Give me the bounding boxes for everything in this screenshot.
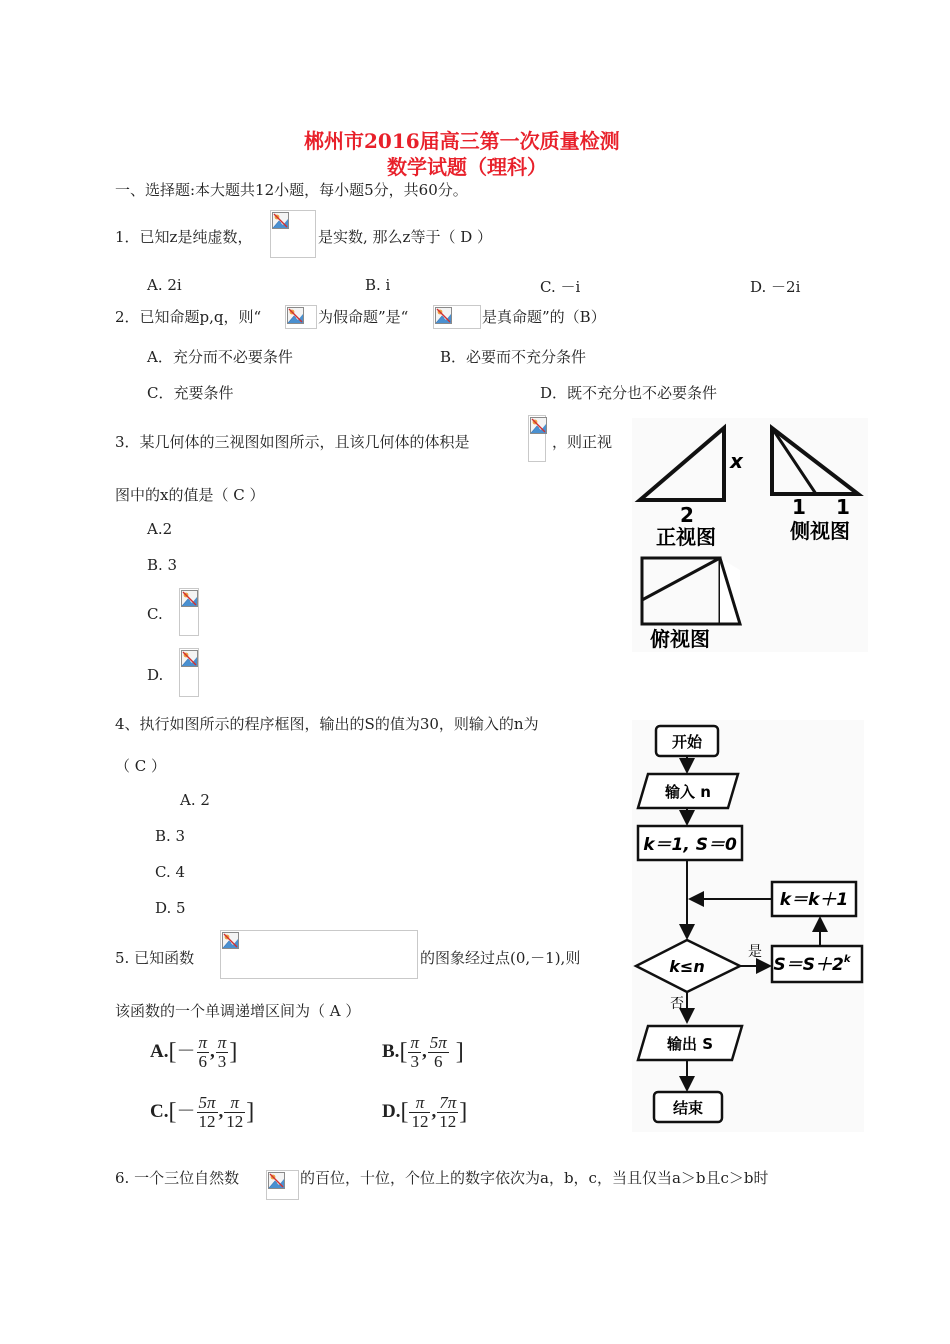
flow-update-s-label: $S=S+2^k$ xyxy=(773,954,851,975)
broken-image-icon xyxy=(179,588,199,636)
q2-option-b: B．必要而不充分条件 xyxy=(440,348,587,366)
front-view-label: 正视图 xyxy=(656,525,716,549)
top-view-label: 俯视图 xyxy=(650,627,710,651)
q3-stem-a: 3．某几何体的三视图如图所示，且该几何体的体积是 xyxy=(115,433,470,451)
q6-stem-a: 6. 一个三位自然数 xyxy=(115,1169,240,1187)
q5-option-d: D.[ $\frac{\pi}{12}$ , $\frac{7\pi}{12}$ ] xyxy=(382,1093,468,1131)
broken-image-icon xyxy=(433,305,481,329)
q1-stem-b: 是实数, 那么z等于（ D ） xyxy=(318,228,493,246)
q6-stem-b: 的百位，十位，个位上的数字依次为a，b，c，当且仅当a＞b且c＞b时 xyxy=(300,1169,769,1187)
q3-stem-c: 图中的x的值是（ C ） xyxy=(115,486,265,504)
q1-option-a: A. 2i xyxy=(147,276,182,294)
q1-option-d: D. －2i xyxy=(750,278,801,296)
flow-init-label: k＝1, S＝0 xyxy=(643,835,737,855)
q2-option-d: D．既不充分也不必要条件 xyxy=(540,384,718,402)
q4-option-d: D. 5 xyxy=(155,899,186,917)
q3-stem-b: ，则正视 xyxy=(552,433,613,451)
label-1-right: 1 xyxy=(836,495,850,519)
broken-image-icon xyxy=(528,415,546,462)
q4-stem-b: （ C ） xyxy=(115,757,167,775)
flowchart-figure xyxy=(632,720,864,1132)
three-view-figure xyxy=(632,418,868,652)
section-heading: 一、选择题:本大题共12小题，每小题5分，共60分。 xyxy=(115,181,468,199)
q5-stem-c: 该函数的一个单调递增区间为（ A ） xyxy=(115,1002,361,1020)
page-title: 郴州市2016届高三第一次质量检测 xyxy=(304,129,620,153)
flow-condition-label: k≤n xyxy=(669,957,705,976)
q1-option-b: B. i xyxy=(365,276,391,294)
flow-update-k-label: k＝k＋1 xyxy=(779,890,849,910)
q4-stem-a: 4、执行如图所示的程序框图，输出的S的值为30，则输入的n为 xyxy=(115,715,539,733)
q5-option-b: B.[ $\frac{\pi}{3}$ , $\frac{5\pi}{6}$ ] xyxy=(382,1033,464,1071)
q4-option-b: B. 3 xyxy=(155,827,186,845)
broken-image-icon xyxy=(220,930,418,979)
q2-option-c: C．充要条件 xyxy=(147,384,234,402)
flow-yes-label: 是 xyxy=(748,944,762,960)
flow-output-label: 输出 S xyxy=(666,1035,714,1053)
q5-stem-b: 的图象经过点(0,－1),则 xyxy=(420,949,581,967)
q3-option-a: A.2 xyxy=(147,520,173,538)
q4-option-c: C. 4 xyxy=(155,863,186,881)
q5-option-c: C.[－ $\frac{5\pi}{12}$ , $\frac{\pi}{12}$ ] xyxy=(150,1093,255,1131)
q3-option-d: D. xyxy=(147,666,164,684)
q2-stem-b: 为假命题”是“ xyxy=(318,308,409,326)
q2-option-a: A．充分而不必要条件 xyxy=(147,348,293,366)
side-view-label: 侧视图 xyxy=(790,519,850,543)
broken-image-icon xyxy=(266,1170,299,1200)
q2-stem-c: 是真命题”的（B） xyxy=(482,308,606,326)
q1-option-c: C. －i xyxy=(540,278,581,296)
q1-stem-a: 1．已知z是纯虚数， xyxy=(115,228,253,246)
broken-image-icon xyxy=(179,648,199,697)
label-x: x xyxy=(730,449,743,473)
broken-image-icon xyxy=(285,305,317,329)
q4-option-a: A. 2 xyxy=(180,791,210,809)
q3-option-b: B. 3 xyxy=(147,556,178,574)
q3-option-c: C. xyxy=(147,605,163,623)
q2-stem-a: 2．已知命题p,q，则“ xyxy=(115,308,262,326)
flow-input-label: 输入 n xyxy=(665,783,711,801)
broken-image-icon xyxy=(270,210,316,258)
label-1-left: 1 xyxy=(792,495,806,519)
flow-no-label: 否 xyxy=(670,996,684,1012)
flow-start-label: 开始 xyxy=(671,733,703,751)
flow-end-label: 结束 xyxy=(672,1099,704,1117)
q5-stem-a: 5. 已知函数 xyxy=(115,949,195,967)
page-subtitle: 数学试题（理科） xyxy=(387,155,547,179)
q5-option-a: A.[－ $\frac{\pi}{6}$ , $\frac{\pi}{3}$ ] xyxy=(150,1033,238,1071)
label-2: 2 xyxy=(680,503,694,527)
